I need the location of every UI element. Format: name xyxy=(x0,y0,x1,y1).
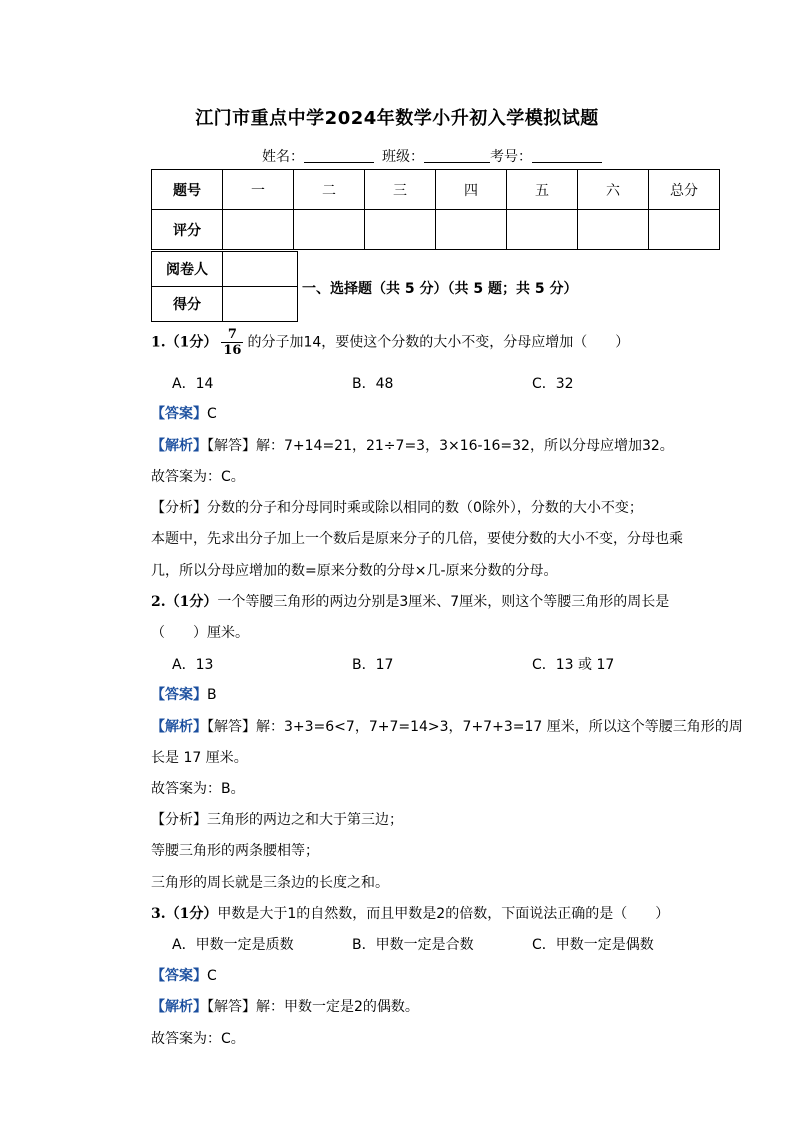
solution-tag: 【解答】 xyxy=(207,719,256,735)
question-points: （1分） xyxy=(165,594,218,610)
fenxi-tag: 【分析】 xyxy=(151,812,207,828)
question-number: 2. xyxy=(151,594,166,610)
score-table-header-row xyxy=(152,170,720,210)
class-label: 班级： xyxy=(382,149,424,165)
q2-solution-cont: 长是 17 厘米。 xyxy=(151,750,248,766)
score-cell xyxy=(365,210,436,250)
fraction xyxy=(221,327,243,358)
solution-text: 解：7+14=21，21÷7=3，3×16-16=32，所以分母应增加32。 xyxy=(256,438,674,454)
answer-value: C xyxy=(207,406,217,422)
question-2 xyxy=(151,591,669,611)
question-3 xyxy=(151,903,669,923)
score-cell xyxy=(649,210,720,250)
analysis-tag: 【解析】 xyxy=(151,719,207,735)
fenxi-text: 三角形的两边之和大于第三边； xyxy=(207,812,403,828)
score-cell xyxy=(507,210,578,250)
q2-fenxi xyxy=(151,809,403,829)
analysis-tag: 【解析】 xyxy=(151,438,207,454)
q2-note-2: 三角形的周长就是三条边的长度之和。 xyxy=(151,875,389,891)
fraction-denominator: 16 xyxy=(223,343,242,358)
q2-solution xyxy=(151,716,743,736)
answer-value: C xyxy=(207,968,217,984)
solution-text: 解：甲数一定是2的偶数。 xyxy=(256,999,419,1015)
q2-answer xyxy=(151,684,217,704)
q1-conclusion: 故答案为：C。 xyxy=(151,469,245,485)
q2-option-a: A．13 xyxy=(172,657,214,673)
grader-score-label: 得分 xyxy=(152,287,223,322)
question-number: 1. xyxy=(151,334,166,351)
score-column-total: 总分 xyxy=(649,170,720,210)
score-column-6: 六 xyxy=(578,170,649,210)
score-cell xyxy=(578,210,649,250)
q3-conclusion: 故答案为：C。 xyxy=(151,1031,245,1047)
section-title: 一、选择题（共 5 分）（共 5 题；共 5 分） xyxy=(302,281,578,297)
q2-option-c: C．13 或 17 xyxy=(532,657,615,673)
q1-option-a: A．14 xyxy=(172,376,214,392)
answer-tag: 【答案】 xyxy=(151,968,207,984)
solution-text: 解：3+3=6<7，7+7=14>3，7+7+3=17 厘米，所以这个等腰三角形的周 xyxy=(256,719,743,735)
q3-answer xyxy=(151,965,217,985)
score-header-label: 题号 xyxy=(152,170,223,210)
question-text: 的分子加14，要使这个分数的大小不变，分母应增加（ ） xyxy=(247,334,630,351)
q1-fenxi xyxy=(151,497,643,517)
question-text: 一个等腰三角形的两边分别是3厘米、7厘米，则这个等腰三角形的周长是 xyxy=(217,594,670,610)
q3-option-b: B．甲数一定是合数 xyxy=(352,937,474,953)
score-column-5: 五 xyxy=(507,170,578,210)
fenxi-tag: 【分析】 xyxy=(151,500,207,516)
q3-solution xyxy=(151,996,419,1016)
q2-note-1: 等腰三角形的两条腰相等； xyxy=(151,843,319,859)
score-cell xyxy=(294,210,365,250)
score-cell xyxy=(223,210,294,250)
reader-cell xyxy=(223,252,298,287)
class-blank xyxy=(424,148,490,163)
q3-option-a: A．甲数一定是质数 xyxy=(172,937,294,953)
grader-score-cell xyxy=(223,287,298,322)
question-2-cont: （ ）厘米。 xyxy=(151,625,249,641)
answer-tag: 【答案】 xyxy=(151,687,207,703)
solution-tag: 【解答】 xyxy=(207,438,256,454)
question-text: 甲数是大于1的自然数，而且甲数是2的倍数，下面说法正确的是（ ） xyxy=(217,906,670,922)
question-points: （1分） xyxy=(165,334,218,351)
q1-answer xyxy=(151,403,217,423)
analysis-tag: 【解析】 xyxy=(151,999,207,1015)
answer-value: B xyxy=(207,687,217,703)
score-cell xyxy=(436,210,507,250)
q2-option-b: B．17 xyxy=(352,657,394,673)
q1-note-2: 几，所以分母应增加的数=原来分数的分母×几-原来分数的分母。 xyxy=(151,563,558,579)
name-label: 姓名： xyxy=(262,149,304,165)
page-title: 江门市重点中学2024年数学小升初入学模拟试题 xyxy=(195,108,599,129)
reader-label: 阅卷人 xyxy=(152,252,223,287)
q2-conclusion: 故答案为：B。 xyxy=(151,781,245,797)
score-column-4: 四 xyxy=(436,170,507,210)
score-column-3: 三 xyxy=(365,170,436,210)
score-table xyxy=(151,169,720,250)
q1-option-c: C．32 xyxy=(532,376,574,392)
fraction-numerator: 7 xyxy=(221,327,243,343)
q3-option-c: C．甲数一定是偶数 xyxy=(532,937,654,953)
q1-option-b: B．48 xyxy=(352,376,394,392)
exam-no-blank xyxy=(532,148,602,163)
score-column-1: 一 xyxy=(223,170,294,210)
q1-note-1: 本题中，先求出分子加上一个数后是原来分子的几倍，要使分数的大小不变，分母也乘 xyxy=(151,531,683,547)
score-row-label: 评分 xyxy=(152,210,223,250)
question-points: （1分） xyxy=(165,906,218,922)
question-1 xyxy=(151,327,629,358)
fenxi-text: 分数的分子和分母同时乘或除以相同的数（0除外），分数的大小不变； xyxy=(207,500,643,516)
exam-no-label: 考号： xyxy=(490,149,532,165)
student-info-line xyxy=(262,146,602,166)
grader-table xyxy=(151,251,298,322)
q1-solution xyxy=(151,435,674,455)
score-column-2: 二 xyxy=(294,170,365,210)
answer-tag: 【答案】 xyxy=(151,406,207,422)
question-number: 3. xyxy=(151,906,166,922)
score-table-score-row xyxy=(152,210,720,250)
name-blank xyxy=(304,148,374,163)
solution-tag: 【解答】 xyxy=(207,999,256,1015)
